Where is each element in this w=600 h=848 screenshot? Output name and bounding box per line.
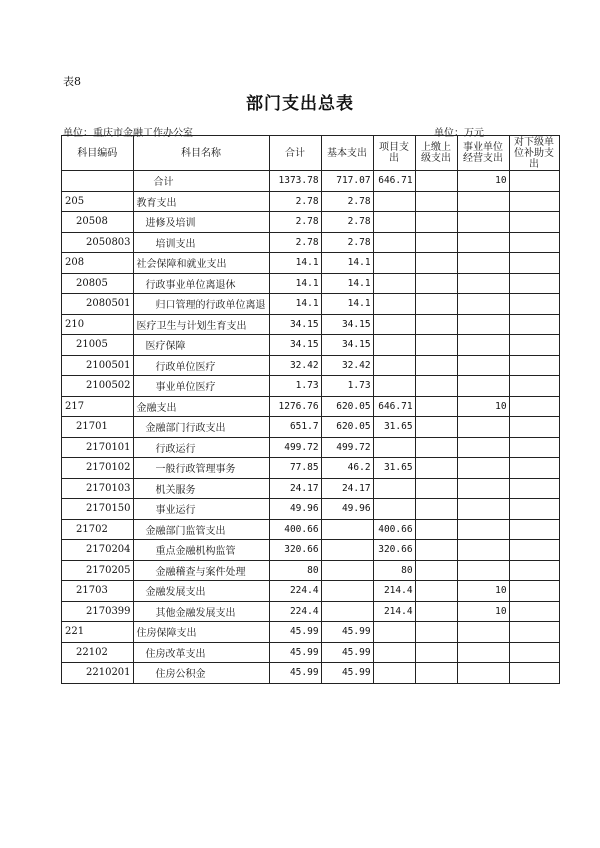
table-row — [62, 642, 560, 663]
cell-name: 事业运行 — [133, 499, 269, 520]
table-row — [62, 273, 560, 294]
cell-name: 教育支出 — [133, 191, 269, 212]
cell-upper — [415, 478, 457, 499]
cell-subsidy — [509, 622, 559, 643]
cell-basic: 34.15 — [321, 314, 373, 335]
table-row — [62, 581, 560, 602]
cell-subsidy — [509, 273, 559, 294]
unit-organization: 单位：重庆市金融工作办公室 — [63, 128, 193, 139]
table-row — [62, 396, 560, 417]
cell-upper — [415, 212, 457, 233]
cell-business — [457, 519, 509, 540]
cell-business — [457, 478, 509, 499]
cell-total: 2.78 — [269, 212, 321, 233]
table-row — [62, 437, 560, 458]
cell-upper — [415, 601, 457, 622]
cell-name: 合计 — [133, 171, 269, 192]
cell-code: 21701 — [62, 417, 134, 438]
cell-total: 2.78 — [269, 191, 321, 212]
cell-upper — [415, 642, 457, 663]
cell-upper — [415, 499, 457, 520]
cell-name: 金融支出 — [133, 396, 269, 417]
cell-upper — [415, 417, 457, 438]
cell-project — [373, 437, 415, 458]
table-row — [62, 335, 560, 356]
expenditure-table — [61, 135, 560, 684]
table-row — [62, 417, 560, 438]
cell-business: 10 — [457, 396, 509, 417]
cell-project: 31.65 — [373, 417, 415, 438]
cell-basic: 14.1 — [321, 273, 373, 294]
cell-basic: 499.72 — [321, 437, 373, 458]
cell-basic: 2.78 — [321, 232, 373, 253]
cell-name: 金融发展支出 — [133, 581, 269, 602]
cell-code: 2170102 — [62, 458, 134, 479]
table-row — [62, 478, 560, 499]
cell-upper — [415, 458, 457, 479]
cell-business — [457, 376, 509, 397]
cell-total: 45.99 — [269, 642, 321, 663]
cell-project — [373, 499, 415, 520]
cell-project: 80 — [373, 560, 415, 581]
table-body — [62, 171, 560, 684]
cell-subsidy — [509, 663, 559, 684]
cell-business — [457, 335, 509, 356]
cell-total: 320.66 — [269, 540, 321, 561]
cell-total: 34.15 — [269, 335, 321, 356]
cell-code: 208 — [62, 253, 134, 274]
table-row — [62, 355, 560, 376]
cell-business — [457, 212, 509, 233]
cell-name: 社会保障和就业支出 — [133, 253, 269, 274]
header-total: 合计 — [269, 136, 321, 171]
cell-total: 14.1 — [269, 273, 321, 294]
cell-subsidy — [509, 376, 559, 397]
cell-subsidy — [509, 540, 559, 561]
cell-upper — [415, 355, 457, 376]
table-row — [62, 458, 560, 479]
cell-project — [373, 622, 415, 643]
header-name: 科目名称 — [133, 136, 269, 171]
cell-name: 其他金融发展支出 — [133, 601, 269, 622]
cell-upper — [415, 663, 457, 684]
cell-basic — [321, 601, 373, 622]
cell-total: 224.4 — [269, 601, 321, 622]
cell-upper — [415, 232, 457, 253]
cell-upper — [415, 622, 457, 643]
cell-business — [457, 417, 509, 438]
cell-subsidy — [509, 396, 559, 417]
header-business: 事业单位经营支出 — [457, 136, 509, 171]
cell-basic: 620.05 — [321, 417, 373, 438]
cell-project — [373, 478, 415, 499]
table-row — [62, 540, 560, 561]
cell-subsidy — [509, 437, 559, 458]
cell-name: 金融部门行政支出 — [133, 417, 269, 438]
cell-code: 20805 — [62, 273, 134, 294]
cell-upper — [415, 171, 457, 192]
cell-project: 646.71 — [373, 171, 415, 192]
table-row — [62, 294, 560, 315]
cell-basic: 45.99 — [321, 622, 373, 643]
cell-subsidy — [509, 581, 559, 602]
cell-business — [457, 232, 509, 253]
cell-project: 646.71 — [373, 396, 415, 417]
table-number-label: 表8 — [63, 75, 81, 88]
cell-total: 45.99 — [269, 622, 321, 643]
table-row — [62, 622, 560, 643]
cell-project: 320.66 — [373, 540, 415, 561]
cell-total: 45.99 — [269, 663, 321, 684]
cell-name: 重点金融机构监管 — [133, 540, 269, 561]
cell-name: 金融稽查与案件处理 — [133, 560, 269, 581]
cell-business — [457, 540, 509, 561]
cell-total: 651.7 — [269, 417, 321, 438]
cell-project — [373, 335, 415, 356]
cell-basic: 14.1 — [321, 253, 373, 274]
cell-project — [373, 253, 415, 274]
header-project: 项目支出 — [373, 136, 415, 171]
cell-total: 80 — [269, 560, 321, 581]
table-row — [62, 499, 560, 520]
cell-total: 14.1 — [269, 294, 321, 315]
header-row — [62, 136, 560, 171]
cell-code: 205 — [62, 191, 134, 212]
cell-name: 医疗卫生与计划生育支出 — [133, 314, 269, 335]
cell-total: 1373.78 — [269, 171, 321, 192]
cell-basic: 2.78 — [321, 212, 373, 233]
cell-basic — [321, 519, 373, 540]
table-row — [62, 232, 560, 253]
cell-subsidy — [509, 355, 559, 376]
cell-upper — [415, 437, 457, 458]
table-row — [62, 191, 560, 212]
cell-basic: 45.99 — [321, 663, 373, 684]
cell-code: 2050803 — [62, 232, 134, 253]
cell-business — [457, 191, 509, 212]
cell-upper — [415, 294, 457, 315]
cell-code: 20508 — [62, 212, 134, 233]
cell-upper — [415, 376, 457, 397]
table-row — [62, 212, 560, 233]
cell-upper — [415, 191, 457, 212]
cell-project — [373, 663, 415, 684]
cell-code — [62, 171, 134, 192]
cell-basic: 717.07 — [321, 171, 373, 192]
cell-business — [457, 499, 509, 520]
table-row — [62, 376, 560, 397]
cell-subsidy — [509, 335, 559, 356]
cell-upper — [415, 396, 457, 417]
cell-subsidy — [509, 601, 559, 622]
cell-basic: 2.78 — [321, 191, 373, 212]
page-title: 部门支出总表 — [246, 94, 354, 114]
cell-name: 住房改革支出 — [133, 642, 269, 663]
cell-name: 培训支出 — [133, 232, 269, 253]
cell-name: 行政事业单位离退休 — [133, 273, 269, 294]
table-row — [62, 253, 560, 274]
cell-subsidy — [509, 171, 559, 192]
cell-business — [457, 437, 509, 458]
cell-total: 2.78 — [269, 232, 321, 253]
cell-subsidy — [509, 499, 559, 520]
cell-total: 32.42 — [269, 355, 321, 376]
cell-project — [373, 355, 415, 376]
cell-code: 221 — [62, 622, 134, 643]
cell-project — [373, 191, 415, 212]
header-code: 科目编码 — [62, 136, 134, 171]
cell-business — [457, 458, 509, 479]
unit-currency: 单位：万元 — [434, 128, 484, 139]
cell-upper — [415, 540, 457, 561]
cell-basic — [321, 581, 373, 602]
cell-project: 214.4 — [373, 601, 415, 622]
cell-basic: 49.96 — [321, 499, 373, 520]
cell-basic: 620.05 — [321, 396, 373, 417]
cell-name: 事业单位医疗 — [133, 376, 269, 397]
cell-code: 2080501 — [62, 294, 134, 315]
cell-code: 217 — [62, 396, 134, 417]
cell-project — [373, 376, 415, 397]
cell-total: 1.73 — [269, 376, 321, 397]
cell-code: 21005 — [62, 335, 134, 356]
cell-name: 医疗保障 — [133, 335, 269, 356]
cell-project: 400.66 — [373, 519, 415, 540]
cell-upper — [415, 335, 457, 356]
cell-total: 34.15 — [269, 314, 321, 335]
cell-name: 进修及培训 — [133, 212, 269, 233]
header-basic: 基本支出 — [321, 136, 373, 171]
table-row — [62, 560, 560, 581]
cell-code: 21703 — [62, 581, 134, 602]
cell-code: 2170204 — [62, 540, 134, 561]
cell-code: 2170399 — [62, 601, 134, 622]
cell-basic: 32.42 — [321, 355, 373, 376]
cell-upper — [415, 253, 457, 274]
cell-name: 一般行政管理事务 — [133, 458, 269, 479]
cell-business: 10 — [457, 601, 509, 622]
cell-upper — [415, 273, 457, 294]
cell-subsidy — [509, 642, 559, 663]
cell-code: 21702 — [62, 519, 134, 540]
cell-project — [373, 273, 415, 294]
table-row — [62, 314, 560, 335]
cell-basic: 45.99 — [321, 642, 373, 663]
cell-project — [373, 294, 415, 315]
cell-basic: 14.1 — [321, 294, 373, 315]
cell-total: 14.1 — [269, 253, 321, 274]
cell-subsidy — [509, 232, 559, 253]
table-row — [62, 663, 560, 684]
cell-code: 2100501 — [62, 355, 134, 376]
cell-business — [457, 622, 509, 643]
cell-upper — [415, 314, 457, 335]
cell-total: 49.96 — [269, 499, 321, 520]
cell-total: 24.17 — [269, 478, 321, 499]
cell-business: 10 — [457, 581, 509, 602]
cell-basic: 24.17 — [321, 478, 373, 499]
cell-subsidy — [509, 478, 559, 499]
cell-basic: 46.2 — [321, 458, 373, 479]
cell-total: 77.85 — [269, 458, 321, 479]
cell-name: 住房公积金 — [133, 663, 269, 684]
cell-code: 2170101 — [62, 437, 134, 458]
cell-subsidy — [509, 314, 559, 335]
cell-business — [457, 294, 509, 315]
cell-total: 224.4 — [269, 581, 321, 602]
cell-code: 2170205 — [62, 560, 134, 581]
cell-name: 归口管理的行政单位离退 — [133, 294, 269, 315]
cell-code: 22102 — [62, 642, 134, 663]
cell-project — [373, 314, 415, 335]
cell-project — [373, 232, 415, 253]
cell-total: 499.72 — [269, 437, 321, 458]
cell-total: 400.66 — [269, 519, 321, 540]
cell-business — [457, 253, 509, 274]
cell-name: 机关服务 — [133, 478, 269, 499]
cell-business: 10 — [457, 171, 509, 192]
cell-upper — [415, 581, 457, 602]
cell-business — [457, 663, 509, 684]
cell-business — [457, 314, 509, 335]
table-row — [62, 601, 560, 622]
cell-subsidy — [509, 191, 559, 212]
cell-upper — [415, 560, 457, 581]
cell-project: 214.4 — [373, 581, 415, 602]
cell-subsidy — [509, 212, 559, 233]
header-subsidy: 对下级单位补助支出 — [509, 136, 559, 171]
cell-basic — [321, 540, 373, 561]
cell-total: 1276.76 — [269, 396, 321, 417]
cell-project — [373, 212, 415, 233]
cell-business — [457, 560, 509, 581]
cell-code: 210 — [62, 314, 134, 335]
cell-upper — [415, 519, 457, 540]
cell-basic — [321, 560, 373, 581]
cell-basic: 1.73 — [321, 376, 373, 397]
table-row — [62, 519, 560, 540]
header-upper: 上缴上级支出 — [415, 136, 457, 171]
cell-name: 金融部门监管支出 — [133, 519, 269, 540]
cell-subsidy — [509, 519, 559, 540]
cell-name: 行政运行 — [133, 437, 269, 458]
cell-business — [457, 642, 509, 663]
cell-project — [373, 642, 415, 663]
cell-subsidy — [509, 294, 559, 315]
cell-code: 2210201 — [62, 663, 134, 684]
cell-subsidy — [509, 253, 559, 274]
cell-name: 行政单位医疗 — [133, 355, 269, 376]
cell-code: 2170103 — [62, 478, 134, 499]
cell-subsidy — [509, 417, 559, 438]
table-row — [62, 171, 560, 192]
cell-business — [457, 273, 509, 294]
cell-project: 31.65 — [373, 458, 415, 479]
cell-code: 2100502 — [62, 376, 134, 397]
cell-name: 住房保障支出 — [133, 622, 269, 643]
cell-business — [457, 355, 509, 376]
cell-subsidy — [509, 560, 559, 581]
cell-code: 2170150 — [62, 499, 134, 520]
cell-subsidy — [509, 458, 559, 479]
cell-basic: 34.15 — [321, 335, 373, 356]
